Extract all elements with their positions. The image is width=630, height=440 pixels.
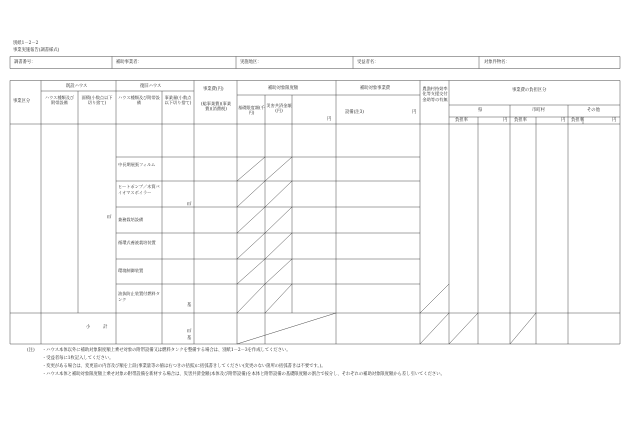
house-type-repair-header: ハウス種類及び附帯設備 xyxy=(118,95,160,106)
prefecture-yen: 円 xyxy=(503,118,508,123)
qty-unit-m2: ㎡ xyxy=(187,202,192,207)
prefecture-header: 県 xyxy=(478,108,483,113)
row-label-cultivation: 兼務栽培設備 xyxy=(118,217,144,222)
recipient-label: 受益者名： xyxy=(357,60,379,65)
burden-rate-municipality: 負担率 xyxy=(514,118,527,123)
subsidy-cost-header: 補助対象事業費 xyxy=(360,86,391,91)
cost-share-header: 事業費の負担区分 xyxy=(512,88,547,93)
municipality-header: 市町村 xyxy=(532,108,545,113)
row-label-hydroponic: 循環式養液栽培装置 xyxy=(118,240,156,245)
burden-rate-other: 負担率 xyxy=(571,118,584,123)
burden-rate-prefecture: 負担率 xyxy=(455,118,468,123)
area-unit-m2: ㎡ xyxy=(107,215,112,220)
subsidy-cost-yen: 円 xyxy=(412,110,417,115)
project-qty-header: 事業量(小数点以下切り捨て) xyxy=(164,95,192,106)
note-1: ・ハウス本体以外に補助対象限度額上乗せ対象の附帯設備又は燃料タンクを整備する場合は、別紙1－2－3を作成してください。 xyxy=(42,348,291,353)
subsidy-limit-header: 補助対象限度額 xyxy=(268,86,299,91)
qty-unit-ki: 基 xyxy=(187,303,192,308)
other-yen: 円 xyxy=(612,118,617,123)
municipality-yen: 円 xyxy=(561,118,566,123)
document-title: 事業実施報告(調書様式) xyxy=(13,48,60,53)
subtotal-unit-m2: ㎡ xyxy=(187,329,192,334)
area-existing-header: 面積(小数点以下切り捨て) xyxy=(81,95,113,106)
note-3: ・変更がある場合は、変更前の内容及び額を上段(事業量等の値は右つきの括弧)に括弧書きしてください(変更のない箇所の括弧書きは不要です。)。 xyxy=(42,364,326,369)
promotion-header: 農漁村持効率化等支援交付金助等の有無 xyxy=(422,86,448,102)
region-label: 実施地区： xyxy=(240,60,262,65)
house-type-existing-header: ハウス種類及び附帯設備 xyxy=(44,95,75,106)
row-label-film: 中長期展張フィルム xyxy=(118,162,156,167)
row-label-fuel-tank: 油抜防止装置付燃料タンク xyxy=(118,291,160,302)
row-label-heatpump: ヒートポンプ／木質バイオマスボイラー xyxy=(118,184,160,195)
subtotal-unit-ki: 基 xyxy=(187,336,192,341)
form-number: 別紙1－2－2 xyxy=(13,41,39,46)
equipment-header: 設備(注3) xyxy=(345,110,364,115)
subtotal-label: 小 計 xyxy=(86,325,108,330)
residual-value-header: 災害共済金額(円) xyxy=(266,103,292,114)
base-limit-header: 基礎限度額(千円) xyxy=(238,105,265,116)
property-label: 対象件物名： xyxy=(484,60,510,65)
project-category-header: 事業区分 xyxy=(13,99,31,104)
cost-breakdown-header: (総事業費)(事業費)(消費税) xyxy=(200,101,232,112)
survey-number-label: 調書番号： xyxy=(14,60,36,65)
row-label-environment: 環境制御装置 xyxy=(118,268,144,273)
note-4: ・ハウス本体と補助対象限度額上乗せ対象の附帯設備を新材する場合は、災害共済金額(本体及び附帯設備)を本体と附帯設備の基礎限度額の割合で按分し、それぞれの補助対象限度額から差し引いてください。 xyxy=(42,372,445,377)
notes-label: (注) xyxy=(27,348,35,353)
repair-house-header: 復旧ハウス xyxy=(140,84,162,89)
other-header: その他 xyxy=(587,108,600,113)
subsidy-limit-yen: 円 xyxy=(327,117,332,122)
note-2: ・受益者毎に1枚記入してください。 xyxy=(42,356,114,361)
existing-house-header: 既設ハウス xyxy=(66,84,88,89)
assistance-provider-label: 補助事業者： xyxy=(116,60,142,65)
project-cost-header: 事業費(円) xyxy=(203,87,224,92)
